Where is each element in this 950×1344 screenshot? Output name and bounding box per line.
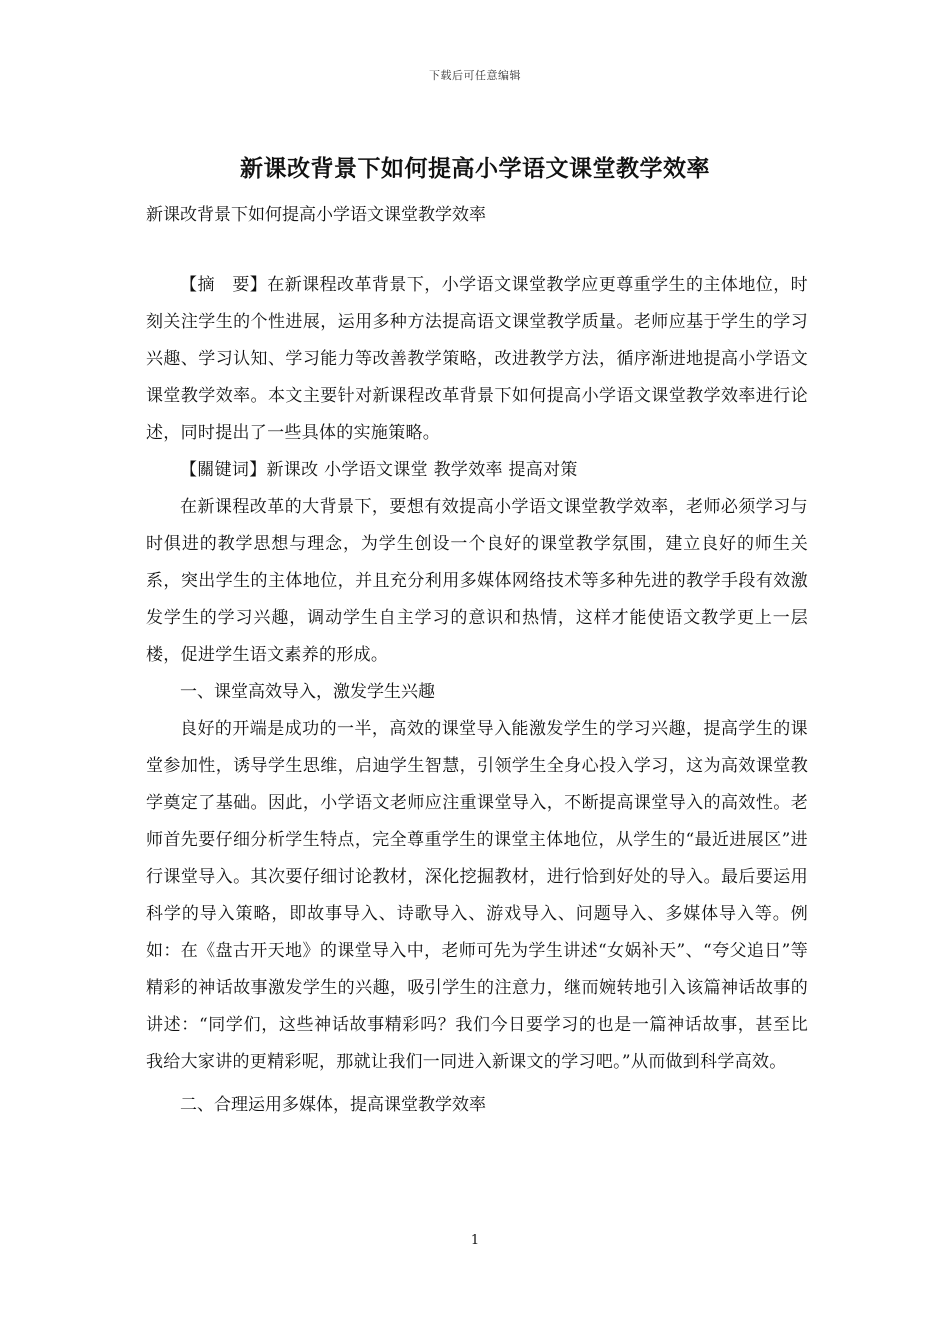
document-title: 新课改背景下如何提高小学语文课堂教学效率 bbox=[240, 155, 710, 182]
intro-paragraph: 在新课程改革的大背景下，要想有效提高小学语文课堂教学效率，老师必须学习与时俱进的教学思想与理念，为学生创设一个良好的课堂教学氛围，建立良好的师生关系，突出学生的主体地位，并且充分利用多媒体网络技术等多种先进的教学手段有效激发学生的学习兴趣，调动学生自主学习的意识和热情，这样才能使语文教学更上一层楼，促进学生语文素养的形成。 bbox=[146, 497, 808, 665]
section-1-heading: 一、课堂高效导入，激发学生兴趣 bbox=[180, 682, 435, 702]
abstract-paragraph: 【摘 要】在新课程改革背景下，小学语文课堂教学应更尊重学生的主体地位，时刻关注学生的个性进展，运用多种方法提高语文课堂教学质量。老师应基于学生的学习兴趣、学习认知、学习能力等改善教学策略，改进教学方法，循序渐进地提高小学语文课堂教学效率。本文主要针对新课程改革背景下如何提高小学语文课堂教学效率进行论述，同时提出了一些具体的实施策略。 bbox=[146, 275, 808, 443]
page-header-note: 下载后可任意编辑 bbox=[429, 69, 521, 82]
document-body bbox=[146, 267, 808, 1124]
section-2-heading: 二、合理运用多媒体，提高课堂教学效率 bbox=[180, 1095, 486, 1115]
document-subtitle: 新课改背景下如何提高小学语文课堂教学效率 bbox=[146, 205, 486, 225]
page-number: 1 bbox=[470, 1233, 480, 1248]
section-1-paragraph: 良好的开端是成功的一半，高效的课堂导入能激发学生的学习兴趣，提高学生的课堂参加性，诱导学生思维，启迪学生智慧，引领学生全身心投入学习，这为高效课堂教学奠定了基础。因此，小学语文老师应注重课堂导入，不断提高课堂导入的高效性。老师首先要仔细分析学生特点，完全尊重学生的课堂主体地位，从学生的“最近进展区”进行课堂导入。其次要仔细讨论教材，深化挖掘教材，进行恰到好处的导入。最后要运用科学的导入策略，即故事导入、诗歌导入、游戏导入、问题导入、多媒体导入等。例如：在《盘古开天地》的课堂导入中，老师可先为学生讲述“女娲补天”、“夸父追日”等精彩的神话故事激发学生的兴趣，吸引学生的注意力，继而婉转地引入该篇神话故事的讲述：“同学们，这些神话故事精彩吗？我们今日要学习的也是一篇神话故事，甚至比我给大家讲的更精彩呢，那就让我们一同进入新课文的学习吧。”从而做到科学高效。 bbox=[146, 719, 808, 1072]
keywords-paragraph: 【關键词】新课改 小学语文课堂 教学效率 提高对策 bbox=[180, 460, 578, 480]
